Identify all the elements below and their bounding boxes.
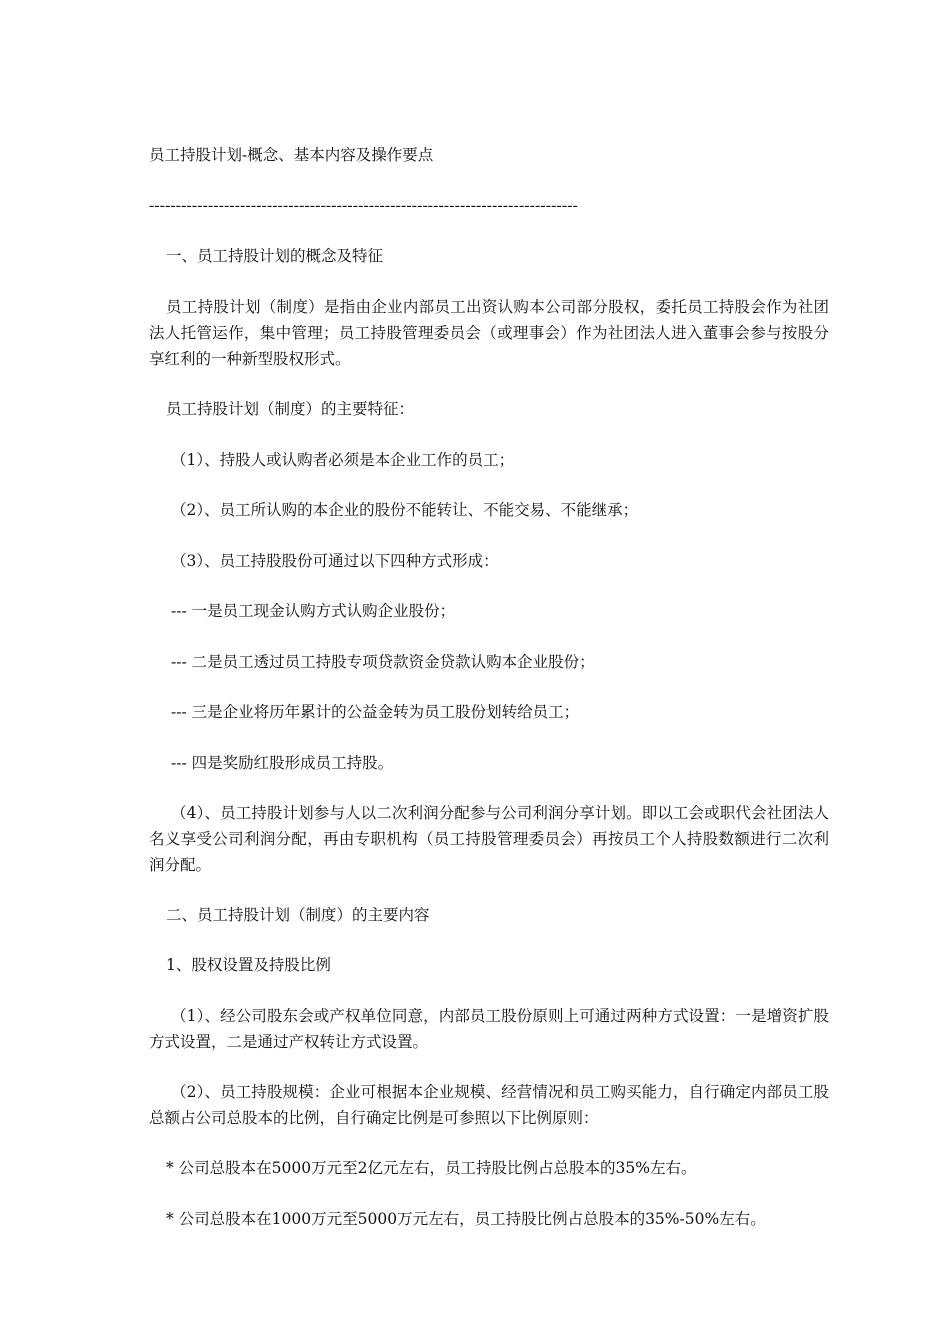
method-item-4: --- 四是奖励红股形成员工持股。 bbox=[171, 754, 394, 772]
subsection-1-heading: 1、股权设置及持股比例 bbox=[166, 956, 331, 974]
feature-item-1: （1）、持股人或认购者必须是本企业工作的员工； bbox=[171, 451, 515, 469]
definition-paragraph: 员工持股计划（制度）是指由企业内部员工出资认购本公司部分股权，委托员工持股会作为社团法人托管运作，集中管理；员工持股管理委员会（或理事会）作为社团法人进入董事会参与按股分享红利的一种新型股权形式。 bbox=[149, 298, 829, 368]
feature-item-2: （2）、员工所认购的本企业的股份不能转让、不能交易、不能继承； bbox=[171, 501, 639, 519]
features-intro: 员工持股计划（制度）的主要特征： bbox=[166, 400, 415, 418]
method-item-2: --- 二是员工透过员工持股专项贷款资金贷款认购本企业股份； bbox=[171, 653, 595, 671]
method-item-1: --- 一是员工现金认购方式认购企业股份； bbox=[171, 602, 456, 620]
method-item-3: --- 三是企业将历年累计的公益金转为员工股份划转给员工； bbox=[171, 703, 580, 721]
feature-item-3: （3）、员工持股股份可通过以下四种方式形成： bbox=[171, 552, 499, 570]
content-item-1: （1）、经公司股东会或产权单位同意，内部员工股份原则上可通过两种方式设置：一是增资扩股方式设置，二是通过产权转让方式设置。 bbox=[149, 1007, 829, 1051]
separator-line: -------------------------------------------------------------------------------- bbox=[149, 197, 578, 214]
section-2-heading: 二、员工持股计划（制度）的主要内容 bbox=[166, 906, 430, 924]
ratio-rule-1: * 公司总股本在5000万元至2亿元左右，员工持股比例占总股本的35%左右。 bbox=[166, 1159, 697, 1177]
ratio-rule-2: * 公司总股本在1000万元至5000万元左右，员工持股比例占总股本的35%-50%左右。 bbox=[166, 1210, 766, 1228]
feature-item-4: （4）、员工持股计划参与人以二次利润分配参与公司利润分享计划。即以工会或职代会社团法人名义享受公司利润分配，再由专职机构（员工持股管理委员会）再按员工个人持股数额进行二次利润分配。 bbox=[149, 804, 829, 874]
document-title: 员工持股计划-概念、基本内容及操作要点 bbox=[149, 146, 434, 164]
content-item-2: （2）、员工持股规模：企业可根据本企业规模、经营情况和员工购买能力，自行确定内部员工股总额占公司总股本的比例，自行确定比例是可参照以下比例原则： bbox=[149, 1083, 829, 1127]
section-1-heading: 一、员工持股计划的概念及特征 bbox=[166, 247, 384, 265]
